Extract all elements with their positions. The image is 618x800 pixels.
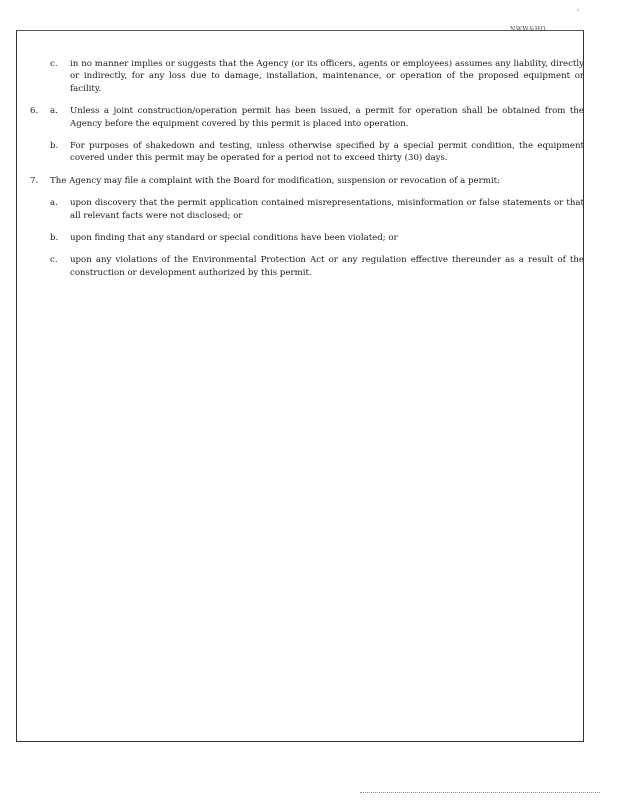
- list-item-7a-misrepresentation: [30, 197, 586, 222]
- item-marker: c.: [50, 255, 58, 266]
- item-text: For purposes of shakedown and testing, unless otherwise specified by a special permit condition, the equipment covered under this permit may be operated for a period not to exceed thirty (30) days.: [70, 141, 584, 164]
- item-marker: a.: [50, 198, 58, 209]
- list-item-7-complaint: [30, 175, 586, 187]
- item-text: upon discovery that the permit application contained misrepresentations, misinformation or false statements or that all relevant facts were not disclosed; or: [70, 198, 584, 221]
- item-number: 6.: [30, 106, 39, 117]
- document-body: [30, 58, 586, 289]
- list-item-6b-shakedown: [30, 140, 586, 165]
- list-item-6a-operation-permit: [30, 105, 586, 130]
- item-marker: c.: [50, 59, 58, 69]
- footer-scan-artifact: [360, 792, 600, 795]
- item-text: in no manner implies or suggests that the Agency (or its officers, agents or employees) assumes any liability, directly or indirectly, for any loss due to damage, installation, maintenance, or operation of the proposed equipment or facility.: [70, 59, 584, 94]
- corner-tick-mark: ': [577, 8, 580, 17]
- item-marker: b.: [50, 141, 59, 152]
- item-text: upon finding that any standard or special conditions have been violated; or: [70, 233, 398, 244]
- item-text: The Agency may file a complaint with the Board for modification, suspension or revocation of a permit:: [50, 175, 500, 186]
- header-stamp: NWW&HO: [510, 26, 547, 33]
- list-item-6c-liability: [30, 58, 586, 95]
- item-text: Unless a joint construction/operation permit has been issued, a permit for operation shall be obtained from the Agency before the equipment covered by this permit is placed into operation.: [70, 106, 584, 129]
- item-marker: b.: [50, 233, 59, 244]
- item-number: 7.: [30, 175, 39, 186]
- item-text: upon any violations of the Environmental Protection Act or any regulation effective thereunder as a result of the construction or development authorized by this permit.: [70, 255, 584, 278]
- list-item-7c-act-violation: [30, 254, 586, 279]
- item-marker: a.: [50, 106, 58, 117]
- list-item-7b-violation: [30, 232, 586, 244]
